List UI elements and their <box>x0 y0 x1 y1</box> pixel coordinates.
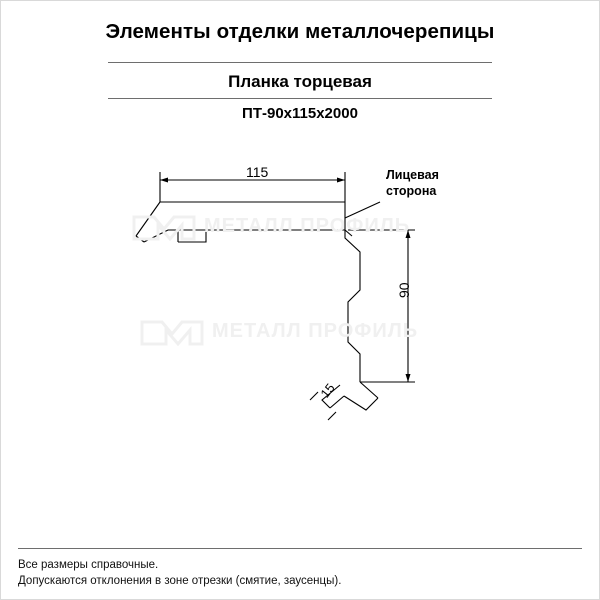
watermark-text-2: МЕТАЛЛ ПРОФИЛЬ <box>212 320 419 342</box>
dimension-label-width: 115 <box>246 164 269 180</box>
technical-drawing <box>0 130 600 460</box>
arrow-up <box>406 230 411 238</box>
divider-top <box>108 62 492 63</box>
page-title: Элементы отделки металлочерепицы <box>105 20 495 43</box>
divider-under-title <box>108 98 492 99</box>
profile-hem-tip <box>136 236 144 242</box>
face-side-label-line-1: Лицевая <box>386 168 439 182</box>
arrow-down <box>406 374 411 382</box>
arrow-right <box>337 178 345 183</box>
profile-lip-outer <box>360 382 378 398</box>
footer-note-1: Все размеры справочные. <box>18 559 159 571</box>
product-code: ПТ-90х115х2000 <box>242 105 358 122</box>
profile-hem-return <box>144 230 200 242</box>
profile-lip-return <box>344 396 378 410</box>
profile-hem-detail-2 <box>178 230 206 242</box>
dimension-label-height: 90 <box>396 282 412 298</box>
profile-left-slope-outer <box>136 202 160 236</box>
profile-bend-joint <box>345 230 352 236</box>
witness-line-lip-a <box>310 392 318 400</box>
profile-lip-tip <box>330 396 344 408</box>
leader-line-face <box>345 202 380 218</box>
face-side-label-line-2: сторона <box>386 184 437 198</box>
profile-web-outer <box>345 202 360 382</box>
divider-footer <box>18 548 582 549</box>
product-name: Планка торцевая <box>228 72 372 91</box>
footer-note-2: Допускаются отклонения в зоне отрезки (смятие, заусенцы). <box>18 575 342 587</box>
dimension-label-lip: 15 <box>318 381 338 401</box>
profile-geometry <box>0 130 600 460</box>
arrow-left <box>160 178 168 183</box>
witness-line-lip-b <box>328 412 336 420</box>
watermark-text-1: МЕТАЛЛ ПРОФИЛЬ <box>204 215 411 237</box>
